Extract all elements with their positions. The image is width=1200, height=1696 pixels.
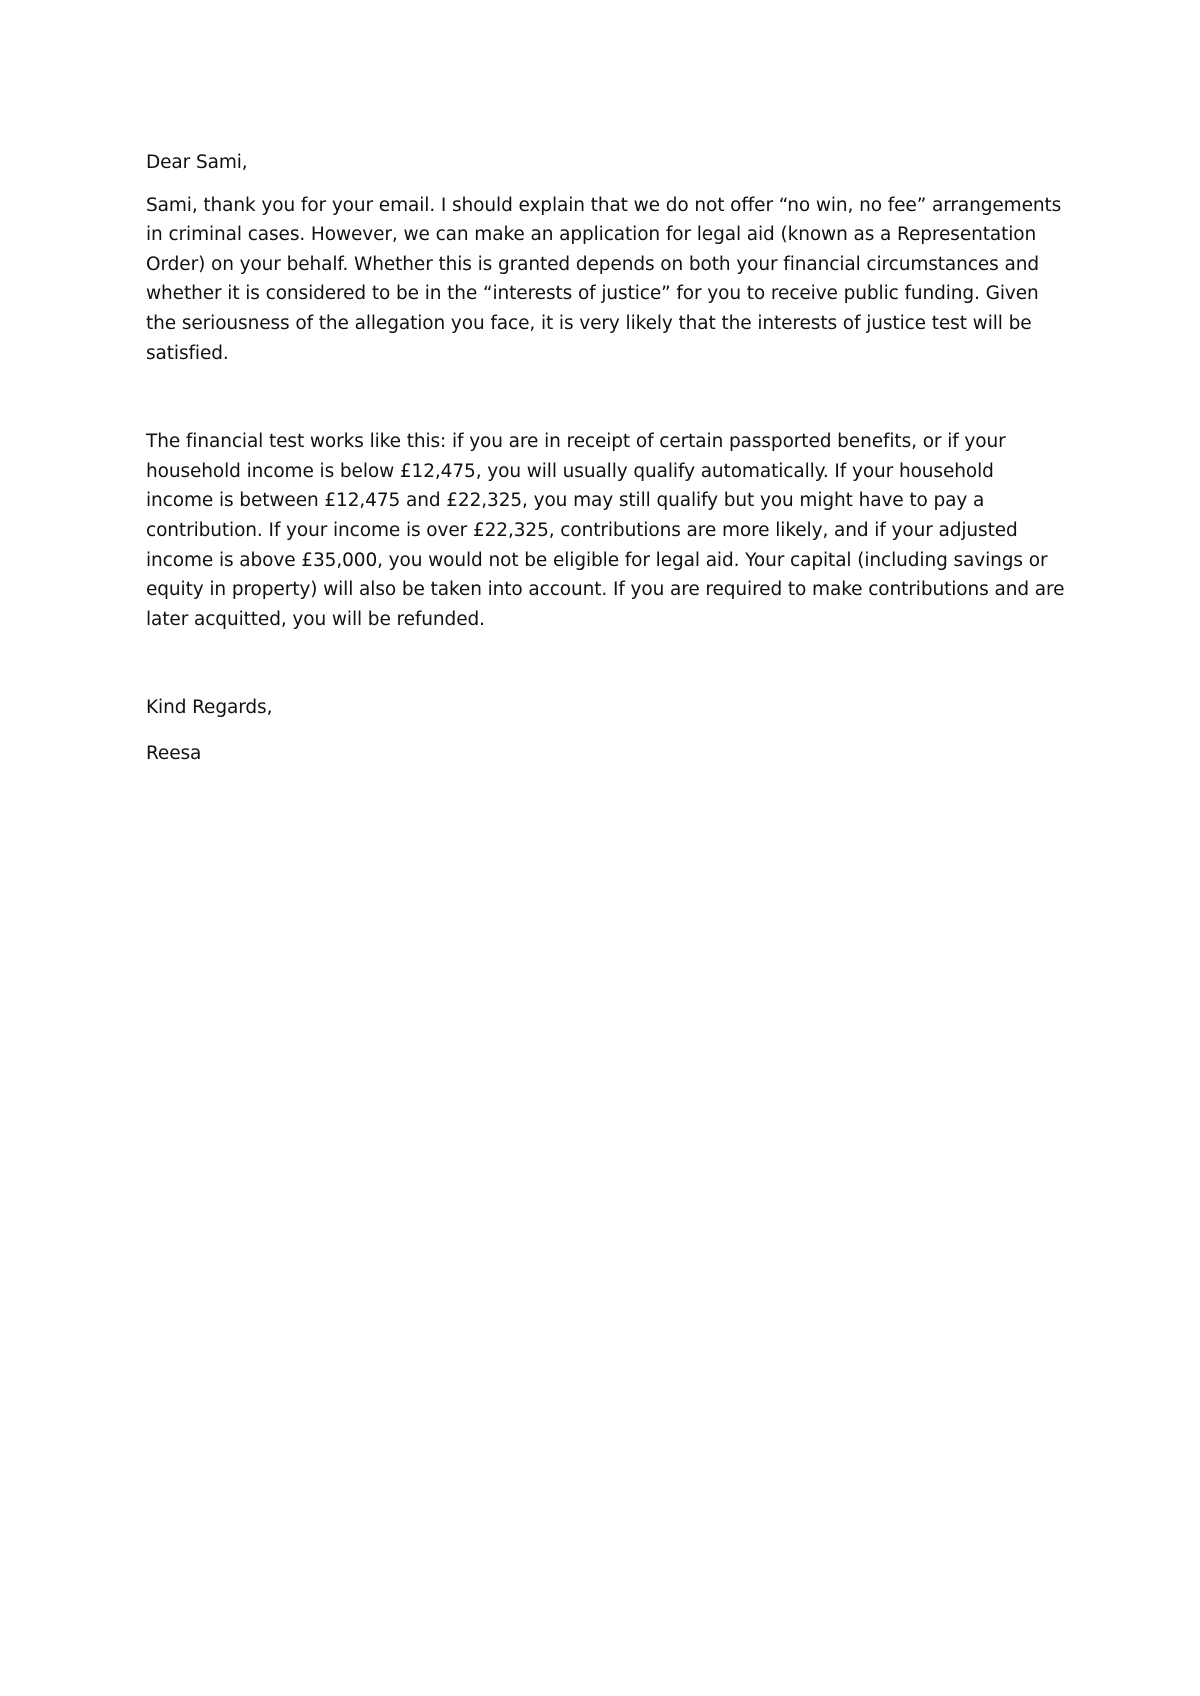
signature: Reesa [146,742,202,764]
letter-body [146,148,1066,769]
closing: Kind Regards, [146,697,273,719]
paragraph-legal-aid-application: Sami, thank you for your email. I should explain that we do not offer “no win, no fee” arrangements in criminal cases. However, we can make an application for legal aid (known as a Representation Order) on your behalf. Whether this is granted depends on both your financial circumstances and whether it is considered to be in the “interests of justice” for you to receive public funding. Given the seriousness of the allegation you face, it is very likely that the interests of justice test will be satisfied. [146,194,1062,364]
paragraph-financial-test: The financial test works like this: if you are in receipt of certain passported benefits, or if your household income is below £12,475, you will usually qualify automatically. If your household income is between £12,475 and £22,325, you may still qualify but you might have to pay a contribution. If your income is over £22,325, contributions are more likely, and if your adjusted income is above £35,000, you would not be eligible for legal aid. Your capital (including savings or equity in property) will also be taken into account. If you are required to make contributions and are later acquitted, you will be refunded. [146,431,1065,630]
salutation: Dear Sami, [146,152,248,173]
